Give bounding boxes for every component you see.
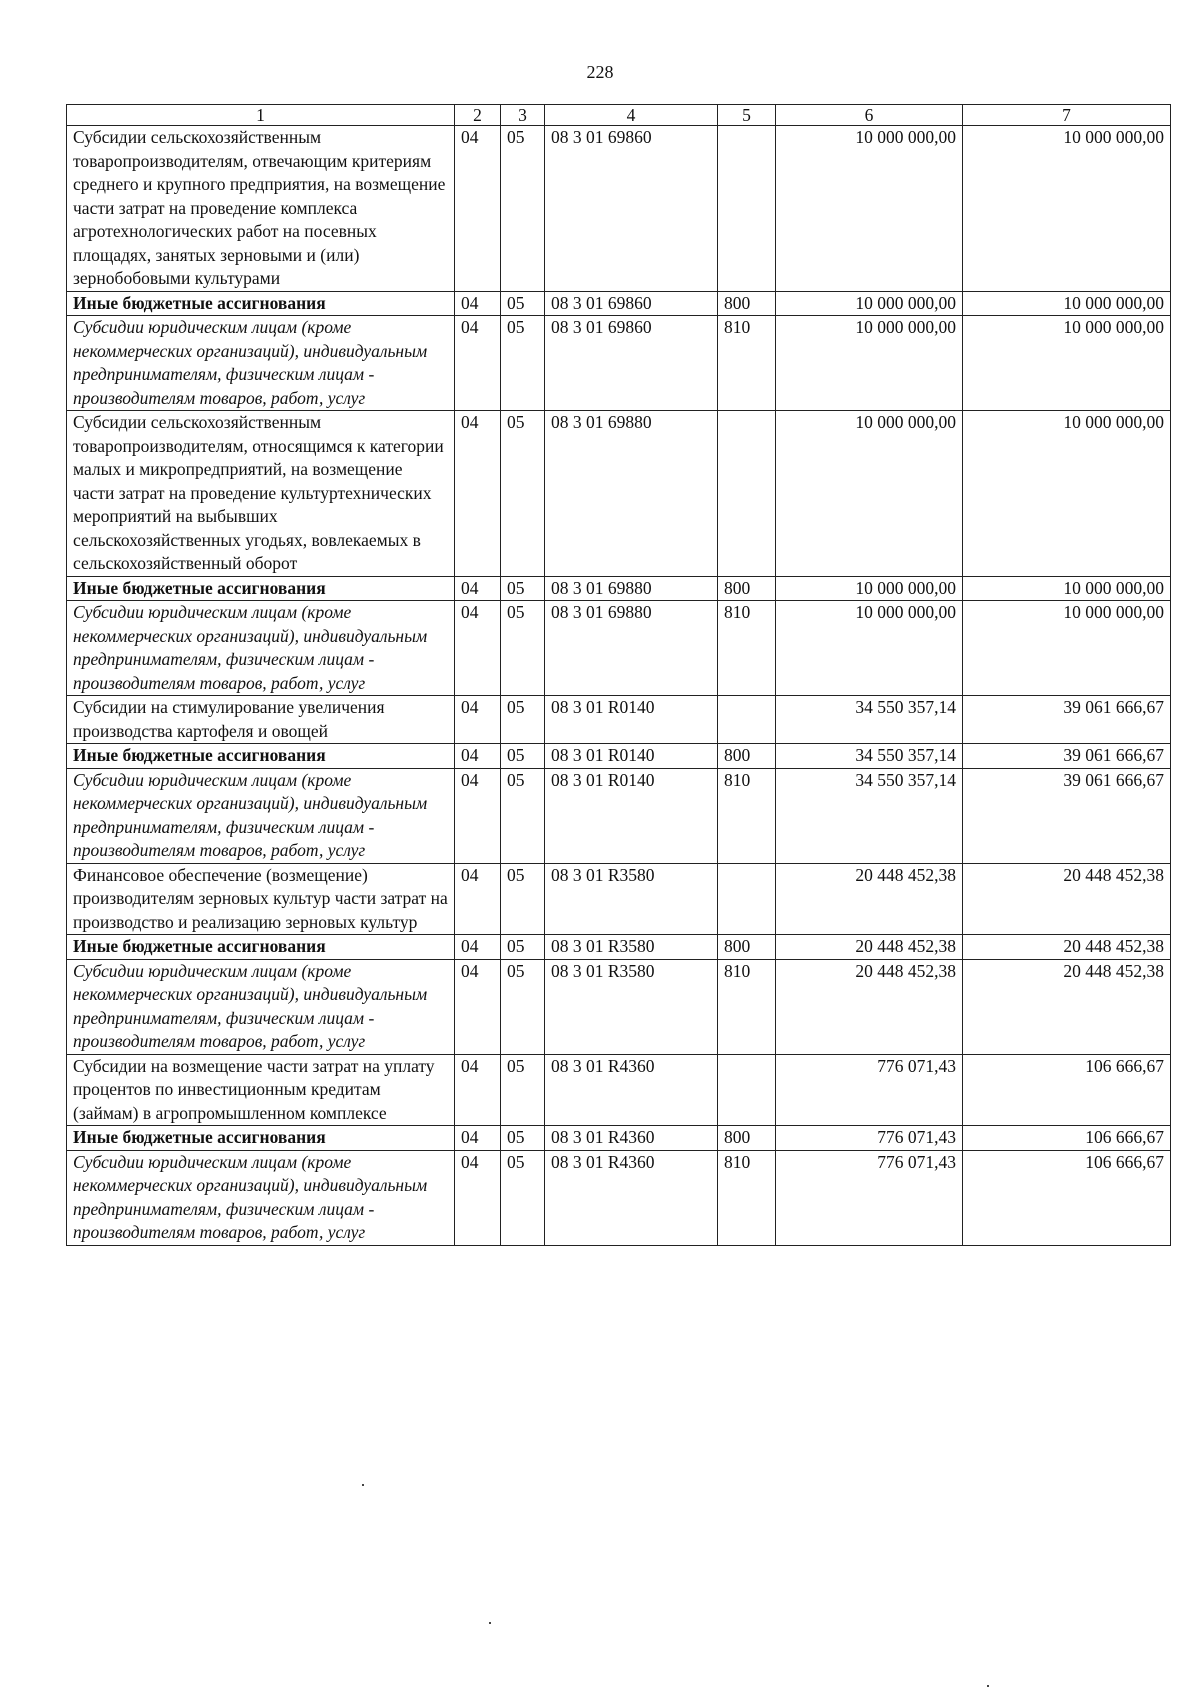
column-header: 4 <box>545 105 718 126</box>
expense-type: 800 <box>718 576 776 601</box>
section-code: 04 <box>455 696 501 744</box>
scan-dot <box>362 1484 364 1486</box>
row-name: Иные бюджетные ассигнования <box>67 576 455 601</box>
amount-year-2: 10 000 000,00 <box>963 126 1171 292</box>
section-code: 04 <box>455 601 501 696</box>
expense-type <box>718 126 776 292</box>
expense-type <box>718 696 776 744</box>
page-number: 228 <box>586 62 614 82</box>
section-code: 04 <box>455 863 501 935</box>
header-row <box>67 105 1171 126</box>
table-row <box>67 935 1171 960</box>
section-code: 04 <box>455 959 501 1054</box>
subsection-code: 05 <box>501 316 545 411</box>
amount-year-1: 776 071,43 <box>776 1054 963 1126</box>
subsection-code: 05 <box>501 291 545 316</box>
amount-year-1: 10 000 000,00 <box>776 291 963 316</box>
table-row <box>67 411 1171 577</box>
expense-type: 800 <box>718 1126 776 1151</box>
target-code: 08 3 01 R3580 <box>545 935 718 960</box>
amount-year-2: 39 061 666,67 <box>963 696 1171 744</box>
table-row <box>67 959 1171 1054</box>
expense-type: 810 <box>718 601 776 696</box>
amount-year-1: 20 448 452,38 <box>776 863 963 935</box>
target-code: 08 3 01 69880 <box>545 601 718 696</box>
subsection-code: 05 <box>501 1054 545 1126</box>
section-code: 04 <box>455 316 501 411</box>
amount-year-1: 10 000 000,00 <box>776 126 963 292</box>
section-code: 04 <box>455 1054 501 1126</box>
row-name: Иные бюджетные ассигнования <box>67 935 455 960</box>
column-header: 1 <box>67 105 455 126</box>
target-code: 08 3 01 69880 <box>545 411 718 577</box>
subsection-code: 05 <box>501 744 545 769</box>
amount-year-1: 20 448 452,38 <box>776 935 963 960</box>
amount-year-2: 10 000 000,00 <box>963 291 1171 316</box>
column-header: 2 <box>455 105 501 126</box>
target-code: 08 3 01 R3580 <box>545 959 718 1054</box>
section-code: 04 <box>455 1150 501 1245</box>
table-row <box>67 126 1171 292</box>
target-code: 08 3 01 R0140 <box>545 768 718 863</box>
subsection-code: 05 <box>501 1150 545 1245</box>
column-header: 6 <box>776 105 963 126</box>
table-row <box>67 1126 1171 1151</box>
amount-year-2: 106 666,67 <box>963 1126 1171 1151</box>
expense-type: 800 <box>718 291 776 316</box>
subsection-code: 05 <box>501 696 545 744</box>
amount-year-1: 34 550 357,14 <box>776 696 963 744</box>
budget-table <box>66 104 1171 1246</box>
target-code: 08 3 01 R0140 <box>545 744 718 769</box>
expense-type: 810 <box>718 316 776 411</box>
row-name: Субсидии на возмещение части затрат на уплату процентов по инвестиционным кредитам (займам) в агропромышленном комплексе <box>67 1054 455 1126</box>
target-code: 08 3 01 69880 <box>545 576 718 601</box>
table-row <box>67 1054 1171 1126</box>
expense-type <box>718 1054 776 1126</box>
subsection-code: 05 <box>501 863 545 935</box>
subsection-code: 05 <box>501 1126 545 1151</box>
row-name: Субсидии юридическим лицам (кроме некоммерческих организаций), индивидуальным предпринимателям, физическим лицам - производителям товаров, работ, услуг <box>67 959 455 1054</box>
column-header: 7 <box>963 105 1171 126</box>
expense-type: 810 <box>718 1150 776 1245</box>
table-row <box>67 291 1171 316</box>
subsection-code: 05 <box>501 576 545 601</box>
expense-type <box>718 863 776 935</box>
amount-year-1: 10 000 000,00 <box>776 576 963 601</box>
row-name: Иные бюджетные ассигнования <box>67 1126 455 1151</box>
expense-type: 800 <box>718 744 776 769</box>
table-row <box>67 696 1171 744</box>
target-code: 08 3 01 R4360 <box>545 1126 718 1151</box>
amount-year-1: 776 071,43 <box>776 1150 963 1245</box>
subsection-code: 05 <box>501 768 545 863</box>
amount-year-2: 106 666,67 <box>963 1054 1171 1126</box>
target-code: 08 3 01 69860 <box>545 316 718 411</box>
scan-dot <box>489 1622 491 1624</box>
amount-year-1: 34 550 357,14 <box>776 744 963 769</box>
subsection-code: 05 <box>501 411 545 577</box>
column-header: 5 <box>718 105 776 126</box>
amount-year-2: 20 448 452,38 <box>963 959 1171 1054</box>
row-name: Субсидии юридическим лицам (кроме некоммерческих организаций), индивидуальным предпринимателям, физическим лицам - производителям товаров, работ, услуг <box>67 768 455 863</box>
table-row <box>67 601 1171 696</box>
target-code: 08 3 01 69860 <box>545 126 718 292</box>
section-code: 04 <box>455 744 501 769</box>
target-code: 08 3 01 R4360 <box>545 1150 718 1245</box>
table-row <box>67 316 1171 411</box>
subsection-code: 05 <box>501 935 545 960</box>
section-code: 04 <box>455 291 501 316</box>
amount-year-2: 20 448 452,38 <box>963 935 1171 960</box>
amount-year-1: 10 000 000,00 <box>776 316 963 411</box>
amount-year-2: 10 000 000,00 <box>963 576 1171 601</box>
table-row <box>67 744 1171 769</box>
amount-year-2: 20 448 452,38 <box>963 863 1171 935</box>
subsection-code: 05 <box>501 126 545 292</box>
target-code: 08 3 01 R0140 <box>545 696 718 744</box>
row-name: Субсидии на стимулирование увеличения производства картофеля и овощей <box>67 696 455 744</box>
section-code: 04 <box>455 126 501 292</box>
table-row <box>67 576 1171 601</box>
expense-type: 810 <box>718 959 776 1054</box>
row-name: Субсидии сельскохозяйственным товаропроизводителям, отвечающим критериям среднего и крупного предприятия, на возмещение части затрат на проведение комплекса агротехнологических работ на посевных площадях, занятых зерновыми и (или) зернобобовыми культурами <box>67 126 455 292</box>
column-header: 3 <box>501 105 545 126</box>
row-name: Субсидии юридическим лицам (кроме некоммерческих организаций), индивидуальным предпринимателям, физическим лицам - производителям товаров, работ, услуг <box>67 316 455 411</box>
subsection-code: 05 <box>501 601 545 696</box>
scan-dot <box>987 1685 989 1687</box>
section-code: 04 <box>455 576 501 601</box>
target-code: 08 3 01 69860 <box>545 291 718 316</box>
target-code: 08 3 01 R4360 <box>545 1054 718 1126</box>
row-name: Иные бюджетные ассигнования <box>67 291 455 316</box>
section-code: 04 <box>455 935 501 960</box>
table-row <box>67 1150 1171 1245</box>
row-name: Иные бюджетные ассигнования <box>67 744 455 769</box>
section-code: 04 <box>455 411 501 577</box>
amount-year-1: 34 550 357,14 <box>776 768 963 863</box>
expense-type <box>718 411 776 577</box>
amount-year-1: 10 000 000,00 <box>776 411 963 577</box>
subsection-code: 05 <box>501 959 545 1054</box>
amount-year-1: 20 448 452,38 <box>776 959 963 1054</box>
amount-year-1: 10 000 000,00 <box>776 601 963 696</box>
row-name: Субсидии юридическим лицам (кроме некоммерческих организаций), индивидуальным предпринимателям, физическим лицам - производителям товаров, работ, услуг <box>67 601 455 696</box>
amount-year-2: 10 000 000,00 <box>963 411 1171 577</box>
amount-year-1: 776 071,43 <box>776 1126 963 1151</box>
section-code: 04 <box>455 1126 501 1151</box>
amount-year-2: 106 666,67 <box>963 1150 1171 1245</box>
row-name: Субсидии сельскохозяйственным товаропроизводителям, относящимся к категории малых и микропредприятий, на возмещение части затрат на проведение культуртехнических мероприятий на выбывших сельскохозяйственных угодьях, вовлекаемых в сельскохозяйственный оборот <box>67 411 455 577</box>
amount-year-2: 39 061 666,67 <box>963 768 1171 863</box>
row-name: Субсидии юридическим лицам (кроме некоммерческих организаций), индивидуальным предпринимателям, физическим лицам - производителям товаров, работ, услуг <box>67 1150 455 1245</box>
target-code: 08 3 01 R3580 <box>545 863 718 935</box>
amount-year-2: 10 000 000,00 <box>963 316 1171 411</box>
table-body <box>67 126 1171 1246</box>
amount-year-2: 39 061 666,67 <box>963 744 1171 769</box>
row-name: Финансовое обеспечение (возмещение) производителям зерновых культур части затрат на производство и реализацию зерновых культур <box>67 863 455 935</box>
amount-year-2: 10 000 000,00 <box>963 601 1171 696</box>
table-row <box>67 768 1171 863</box>
expense-type: 810 <box>718 768 776 863</box>
section-code: 04 <box>455 768 501 863</box>
expense-type: 800 <box>718 935 776 960</box>
table-row <box>67 863 1171 935</box>
